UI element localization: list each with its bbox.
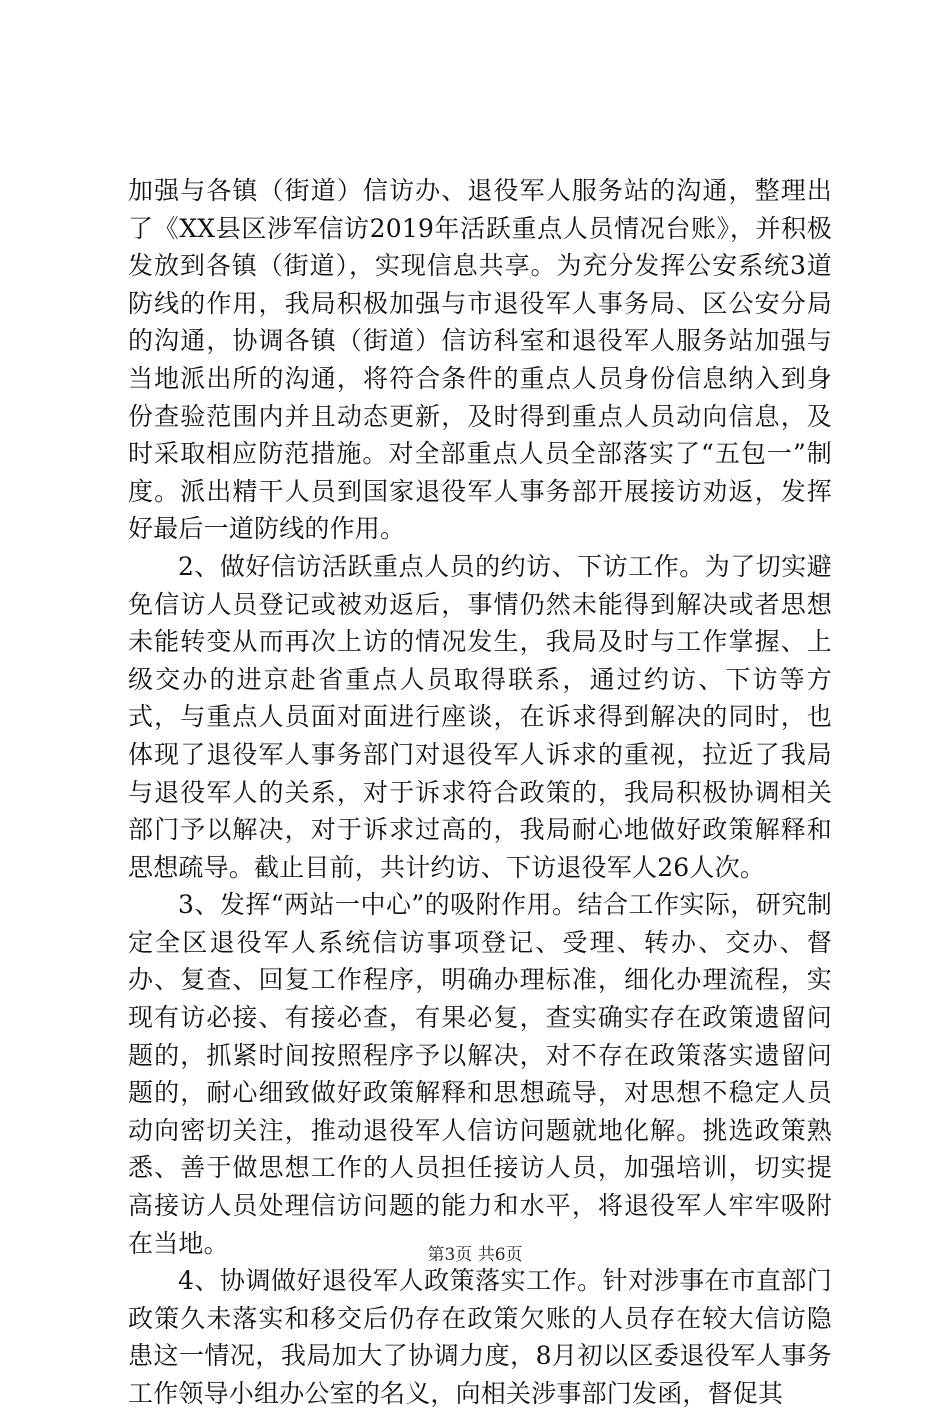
paragraph-3: 3、发挥“两站一中心”的吸附作用。结合工作实际，研究制定全区退役军人系统信访事项登记、受理、转办、交办、督办、复查、回复工作程序，明确办理标准，细化办理流程，实现有访必接、有接必查，有果必复，查实确实存在政策遗留问题的，抓紧时间按照程序予以解决，对不存在政策落实遗留问题的，耐心细致做好政策解释和思想疏导，对思想不稳定人员动向密切关注，推动退役军人信访问题就地化解。挑选政策熟悉、善于做思想工作的人员担任接访人员，加强培训，切实提高接访人员处理信访问题的能力和水平，将退役军人牢牢吸附在当地。 [128, 890, 832, 1258]
document-body [128, 172, 832, 1413]
page-number-footer: 第3页 共6页 [427, 1245, 523, 1265]
paragraph-1: 加强与各镇（街道）信访办、退役军人服务站的沟通，整理出了《XX县区涉军信访2019年活跃重点人员情况台账》，并积极发放到各镇（街道），实现信息共享。为充分发挥公安系统3道防线的作用，我局积极加强与市退役军人事务局、区公安分局的沟通，协调各镇（街道）信访科室和退役军人服务站加强与当地派出所的沟通，将符合条件的重点人员身份信息纳入到身份查验范围内并且动态更新，及时得到重点人员动向信息，及时采取相应防范措施。对全部重点人员全部落实了“五包一”制度。派出精干人员到国家退役军人事务部开展接访劝返，发挥好最后一道防线的作用。 [128, 176, 832, 544]
paragraph-4: 4、协调做好退役军人政策落实工作。针对涉事在市直部门政策久未落实和移交后仍存在政策欠账的人员存在较大信访隐患这一情况，我局加大了协调力度，8月初以区委退役军人事务工作领导小组办公室的名义，向相关涉事部门发函，督促其 [128, 1266, 832, 1408]
paragraph-2: 2、做好信访活跃重点人员的约访、下访工作。为了切实避免信访人员登记或被劝返后，事情仍然未能得到解决或者思想未能转变从而再次上访的情况发生，我局及时与工作掌握、上级交办的进京赴省重点人员取得联系，通过约访、下访等方式，与重点人员面对面进行座谈，在诉求得到解决的同时，也体现了退役军人事务部门对退役军人诉求的重视，拉近了我局与退役军人的关系，对于诉求符合政策的，我局积极协调相关部门予以解决，对于诉求过高的，我局耐心地做好政策解释和思想疏导。截止目前，共计约访、下访退役军人26人次。 [128, 551, 832, 882]
